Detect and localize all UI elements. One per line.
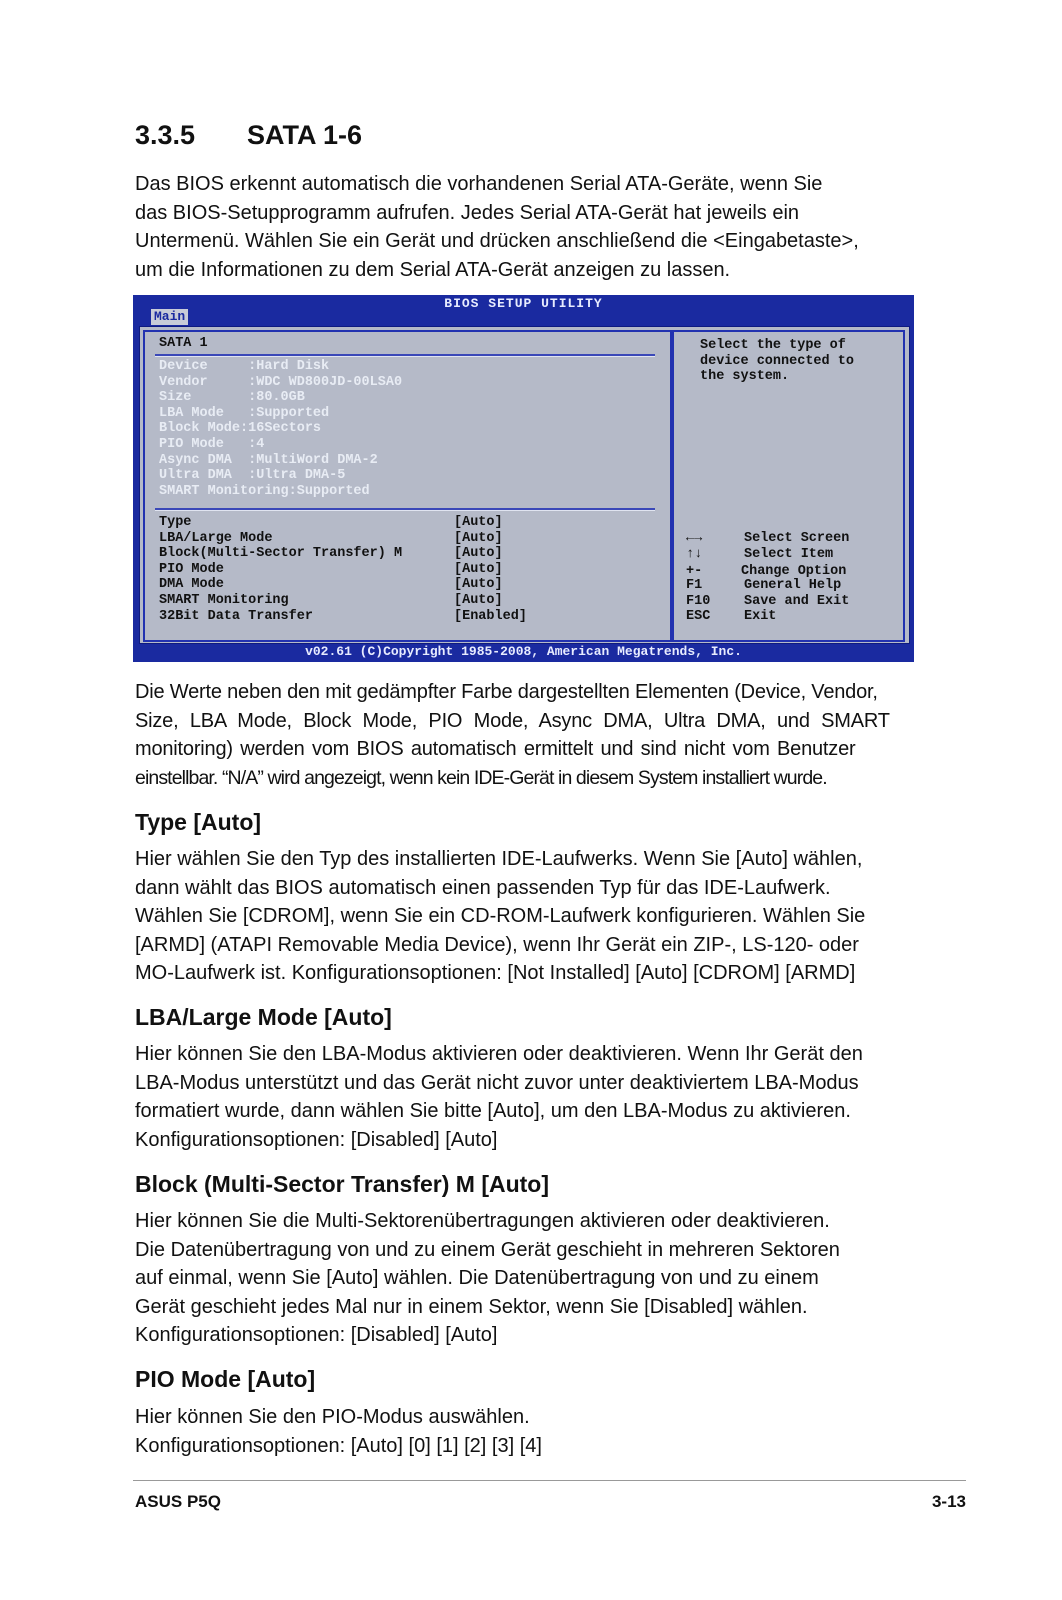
- bios-key-desc: Exit: [744, 609, 777, 625]
- footer-product: ASUS P5Q: [135, 1492, 221, 1511]
- bios-title: BIOS SETUP UTILITY: [444, 296, 603, 311]
- bios-setting-label[interactable]: LBA/Large Mode: [159, 530, 273, 546]
- intro-line: das BIOS-Setupprogramm aufrufen. Jedes Serial ATA-Gerät hat jeweils ein: [135, 201, 800, 224]
- pio-heading: PIO Mode [Auto]: [135, 1366, 316, 1392]
- section-title: SATA 1-6: [247, 120, 363, 150]
- bios-setting-label[interactable]: SMART Monitoring: [159, 593, 289, 608]
- bios-setting-value[interactable]: [Auto]: [454, 515, 503, 530]
- bios-help-line: Select the type of: [700, 338, 846, 353]
- bios-key-desc: Select Item: [744, 546, 834, 562]
- type-line: Hier wählen Sie den Typ des installierten IDE-Laufwerks. Wenn Sie [Auto] wählen,: [135, 848, 863, 870]
- type-line: MO-Laufwerk ist. Konfigurationsoptionen: [Not Installed] [Auto] [CDROM] [ARMD]: [135, 962, 856, 984]
- intro-line: um die Informationen zu dem Serial ATA-Gerät anzeigen zu lassen.: [135, 258, 731, 281]
- type-line: [ARMD] (ATAPI Removable Media Device), wenn Ihr Gerät ein ZIP-, LS-120- oder: [135, 933, 859, 956]
- type-line: Wählen Sie [CDROM], wenn Sie ein CD-ROM-Laufwerk konfigurieren. Wählen Sie: [135, 905, 866, 927]
- lba-line: LBA-Modus unterstützt und das Gerät nicht zuvor unter deaktiviertem LBA-Modus: [135, 1071, 859, 1094]
- after-bios-paragraph: [135, 678, 915, 792]
- after-bios-line: Die Werte neben den mit gedämpfter Farbe dargestellten Elementen (Device, Vendor,: [135, 681, 878, 703]
- lba-heading: LBA/Large Mode [Auto]: [135, 1004, 392, 1030]
- block-paragraph: [135, 1207, 915, 1350]
- bios-screenshot: [133, 295, 914, 662]
- bios-key-desc: General Help: [744, 578, 842, 593]
- type-heading: Type [Auto]: [135, 809, 262, 835]
- after-bios-line: Size, LBA Mode, Block Mode, PIO Mode, Async DMA, Ultra DMA, und SMART: [135, 709, 890, 732]
- bios-key-desc: Change Option: [741, 564, 847, 579]
- bios-key-desc: Select Screen: [744, 531, 850, 546]
- bios-info-line: Device :Hard Disk: [159, 359, 330, 374]
- footer-page-number: 3-13: [931, 1492, 966, 1511]
- footer-divider: [133, 1480, 966, 1481]
- bios-info-line: LBA Mode :Supported: [159, 405, 330, 421]
- bios-info-line: Block Mode:16Sectors: [159, 421, 322, 437]
- bios-help-line: device connected to: [700, 353, 854, 369]
- type-line: dann wählt das BIOS automatisch einen passenden Typ für das IDE-Laufwerk.: [135, 876, 831, 899]
- bios-info-line: Vendor :WDC WD800JD-00LSA0: [159, 374, 403, 390]
- section-heading: [135, 120, 362, 151]
- bios-key: F10: [686, 593, 711, 609]
- bios-setting-value[interactable]: [Enabled]: [454, 608, 527, 624]
- bios-info-line: SMART Monitoring:Supported: [159, 483, 370, 499]
- block-line: auf einmal, wenn Sie [Auto] wählen. Die Datenübertragung von und zu einem: [135, 1267, 819, 1289]
- pio-line: Hier können Sie den PIO-Modus auswählen.: [135, 1406, 530, 1428]
- after-bios-line: einstellbar. “N/A” wird angezeigt, wenn kein IDE-Gerät in diesem System installiert wurde.: [135, 766, 827, 789]
- bios-setting-value[interactable]: [Auto]: [454, 546, 503, 562]
- bios-separator: [155, 354, 655, 357]
- bios-screen-title: SATA 1: [159, 336, 208, 351]
- bios-left-panel: [143, 330, 672, 642]
- pio-line: Konfigurationsoptionen: [Auto] [0] [1] [2] [3] [4]: [135, 1434, 542, 1457]
- bios-key: ESC: [686, 609, 711, 625]
- arrows-left-right-icon: ←→: [686, 531, 703, 546]
- bios-setting-label[interactable]: 32Bit Data Transfer: [159, 608, 313, 624]
- lba-line: Konfigurationsoptionen: [Disabled] [Auto]: [135, 1128, 498, 1151]
- bios-setting-label[interactable]: Block(Multi-Sector Transfer) M: [159, 546, 403, 562]
- bios-key-desc: Save and Exit: [744, 593, 850, 609]
- pio-paragraph: [135, 1403, 915, 1460]
- intro-line: Das BIOS erkennt automatisch die vorhandenen Serial ATA-Geräte, wenn Sie: [135, 173, 823, 195]
- bios-setting-label[interactable]: DMA Mode: [159, 577, 224, 593]
- bios-body: [139, 326, 910, 644]
- bios-info-line: Ultra DMA :Ultra DMA-5: [159, 468, 346, 484]
- lba-line: formatiert wurde, dann wählen Sie bitte [Auto], um den LBA-Modus zu aktivieren.: [135, 1100, 851, 1122]
- bios-separator: [155, 508, 655, 511]
- block-line: Konfigurationsoptionen: [Disabled] [Auto]: [135, 1324, 498, 1346]
- intro-line: Untermenü. Wählen Sie ein Gerät und drücken anschließend die <Eingabetaste>,: [135, 230, 859, 252]
- bios-key: +-: [686, 564, 703, 579]
- bios-tab-main[interactable]: Main: [151, 309, 188, 325]
- arrows-up-down-icon: ↑↓: [686, 546, 703, 562]
- block-heading: Block (Multi-Sector Transfer) M [Auto]: [135, 1171, 550, 1197]
- after-bios-line: monitoring) werden vom BIOS automatisch ermittelt und sind nicht vom Benutzer: [135, 738, 856, 760]
- bios-setting-value[interactable]: [Auto]: [454, 530, 503, 546]
- intro-paragraph: [135, 170, 915, 284]
- bios-copyright: v02.61 (C)Copyright 1985-2008, American Megatrends, Inc.: [305, 644, 742, 659]
- lba-line: Hier können Sie den LBA-Modus aktivieren oder deaktivieren. Wenn Ihr Gerät den: [135, 1043, 863, 1065]
- type-paragraph: [135, 845, 915, 988]
- bios-key: F1: [686, 578, 703, 593]
- block-line: Hier können Sie die Multi-Sektorenübertragungen aktivieren oder deaktivieren.: [135, 1210, 830, 1232]
- bios-info-line: PIO Mode :4: [159, 437, 265, 452]
- bios-setting-label[interactable]: PIO Mode: [159, 561, 224, 577]
- bios-info-line: Size :80.0GB: [159, 390, 305, 406]
- bios-setting-value[interactable]: [Auto]: [454, 577, 503, 593]
- bios-setting-value[interactable]: [Auto]: [454, 593, 503, 608]
- section-number: 3.3.5: [135, 120, 196, 150]
- bios-info-line: Async DMA :MultiWord DMA-2: [159, 452, 378, 468]
- lba-paragraph: [135, 1040, 915, 1154]
- bios-setting-value[interactable]: [Auto]: [454, 561, 503, 577]
- bios-setting-label[interactable]: Type: [159, 515, 192, 530]
- block-line: Gerät geschieht jedes Mal nur in einem Sektor, wenn Sie [Disabled] wählen.: [135, 1295, 808, 1318]
- bios-help-panel: [672, 330, 905, 642]
- block-line: Die Datenübertragung von und zu einem Gerät geschieht in mehreren Sektoren: [135, 1238, 840, 1261]
- bios-help-line: the system.: [700, 369, 790, 385]
